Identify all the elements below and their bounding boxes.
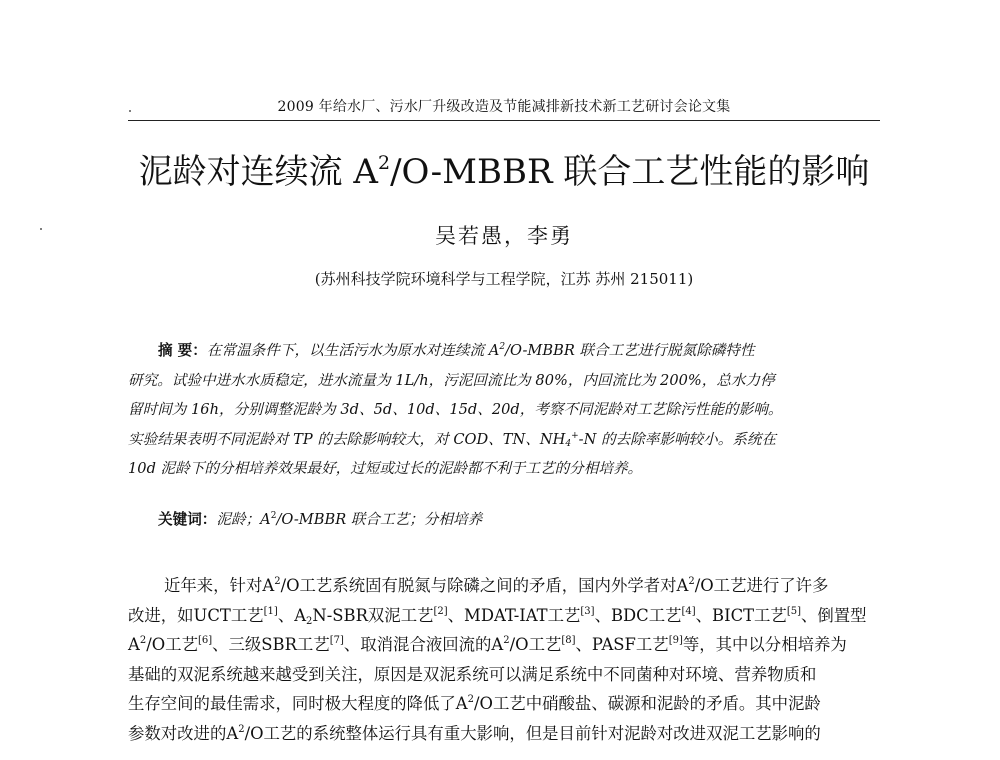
- body-text: /O工艺进行了许多: [694, 576, 829, 595]
- body-text: 、倒置型: [801, 605, 867, 625]
- running-header: 2009 年给水厂、污水厂升级改造及节能减排新技术新工艺研讨会论文集: [277, 99, 731, 115]
- keywords-label: 关键词：: [158, 511, 217, 528]
- body-text: /O工艺的系统整体运行具有重大影响，但是目前针对泥龄对改进双泥工艺影响的: [244, 723, 821, 743]
- keywords-text: 泥龄；A: [216, 511, 271, 528]
- body-line-1: [128, 571, 880, 601]
- body-line-6: [128, 719, 880, 749]
- citation-ref: [2]: [433, 605, 448, 617]
- body-text: /O工艺: [509, 635, 562, 655]
- abstract-line-1: [128, 336, 880, 366]
- body-superscript: 2: [688, 576, 695, 587]
- body-text: 、三级SBR工艺: [212, 635, 330, 655]
- keywords: [158, 508, 880, 529]
- title-superscript: 2: [378, 152, 391, 174]
- body-superscript: 2: [467, 694, 475, 706]
- body-text: 近年来，针对A: [164, 576, 275, 595]
- keywords-superscript: 2: [270, 511, 277, 521]
- abstract-superscript: 2: [499, 342, 506, 352]
- body-paragraph: [128, 571, 880, 749]
- citation-ref: [3]: [580, 605, 595, 617]
- body-line-5: [128, 689, 880, 719]
- header-rule: [128, 120, 880, 121]
- body-text: 参数对改进的A: [128, 723, 239, 743]
- abstract-line-3: 留时间为 16h，分别调整泥龄为 3d、5d、10d、15d、20d，考察不同泥龄对工艺除污性能的影响。: [128, 401, 783, 419]
- keywords-text: /O-MBBR 联合工艺；分相培养: [276, 511, 483, 528]
- body-subscript: 2: [306, 615, 313, 627]
- body-superscript: 2: [503, 635, 510, 647]
- body-line-2: [128, 601, 880, 631]
- body-superscript: 2: [274, 576, 281, 587]
- scan-speck: [129, 110, 131, 112]
- body-line-3: [128, 630, 880, 660]
- body-text: 生存空间的最佳需求，同时极大程度的降低了A: [128, 694, 468, 714]
- citation-ref: [5]: [786, 605, 801, 617]
- abstract-line-5: 10d 泥龄下的分相培养效果最好，过短或过长的泥龄都不利于工艺的分相培养。: [128, 460, 643, 478]
- citation-ref: [1]: [263, 605, 278, 617]
- body-text: N-SBR双泥工艺: [312, 605, 434, 625]
- affiliation: (苏州科技学院环境科学与工程学院，江苏 苏州 215011): [314, 270, 694, 288]
- citation-ref: [4]: [681, 605, 696, 617]
- abstract-text: /O-MBBR 联合工艺进行脱氮除磷特性: [505, 342, 755, 359]
- body-text: /O工艺中硝酸盐、碳源和泥龄的矛盾。其中泥龄: [474, 694, 821, 714]
- title-text-pre: 泥龄对连续流 A: [138, 152, 378, 192]
- abstract-text: 实验结果表明不同泥龄对 TP 的去除影响较大，对 COD、TN、NH: [128, 430, 566, 448]
- body-text: 、取消混合液回流的A: [343, 635, 504, 655]
- body-text: 、MDAT-IAT工艺: [447, 605, 581, 625]
- scan-speck: [40, 228, 42, 230]
- citation-ref: [9]: [668, 635, 683, 647]
- body-text: 、A: [277, 605, 307, 625]
- body-text: A: [128, 635, 140, 655]
- title-text-post: /O-MBBR 联合工艺性能的影响: [390, 152, 870, 192]
- citation-ref: [8]: [561, 635, 576, 647]
- body-text: /O工艺: [146, 635, 198, 655]
- abstract-subscript: 4: [565, 438, 572, 449]
- body-text: 、PASF工艺: [575, 635, 669, 655]
- abstract-line-2: 研究。试验中进水水质稳定，进水流量为 1L/h，污泥回流比为 80%，内回流比为 200%，总水力停: [128, 371, 775, 389]
- abstract-superscript: +: [571, 430, 579, 441]
- body-superscript: 2: [139, 635, 147, 647]
- abstract: [128, 336, 880, 484]
- body-text: /O工艺系统固有脱氮与除磷之间的矛盾，国内外学者对A: [280, 576, 689, 595]
- body-text: 、BICT工艺: [695, 605, 787, 625]
- citation-ref: [6]: [197, 635, 213, 647]
- body-superscript: 2: [238, 723, 245, 735]
- body-text: 、BDC工艺: [594, 605, 682, 625]
- body-text: 等，其中以分相培养为: [682, 635, 847, 655]
- abstract-label: 摘 要：: [158, 342, 207, 359]
- abstract-line-4: [128, 425, 880, 455]
- authors: 吴若愚，李勇: [435, 224, 573, 248]
- body-line-4: 基础的双泥系统越来越受到关注，原因是双泥系统可以满足系统中不同菌种对环境、营养物质和: [128, 664, 817, 684]
- body-text: 改进，如UCT工艺: [128, 605, 264, 625]
- citation-ref: [7]: [329, 635, 344, 647]
- paper-title: [128, 152, 880, 193]
- abstract-text: -N 的去除率影响较小。系统在: [578, 430, 777, 448]
- abstract-text: 在常温条件下，以生活污水为原水对连续流 A: [206, 342, 500, 359]
